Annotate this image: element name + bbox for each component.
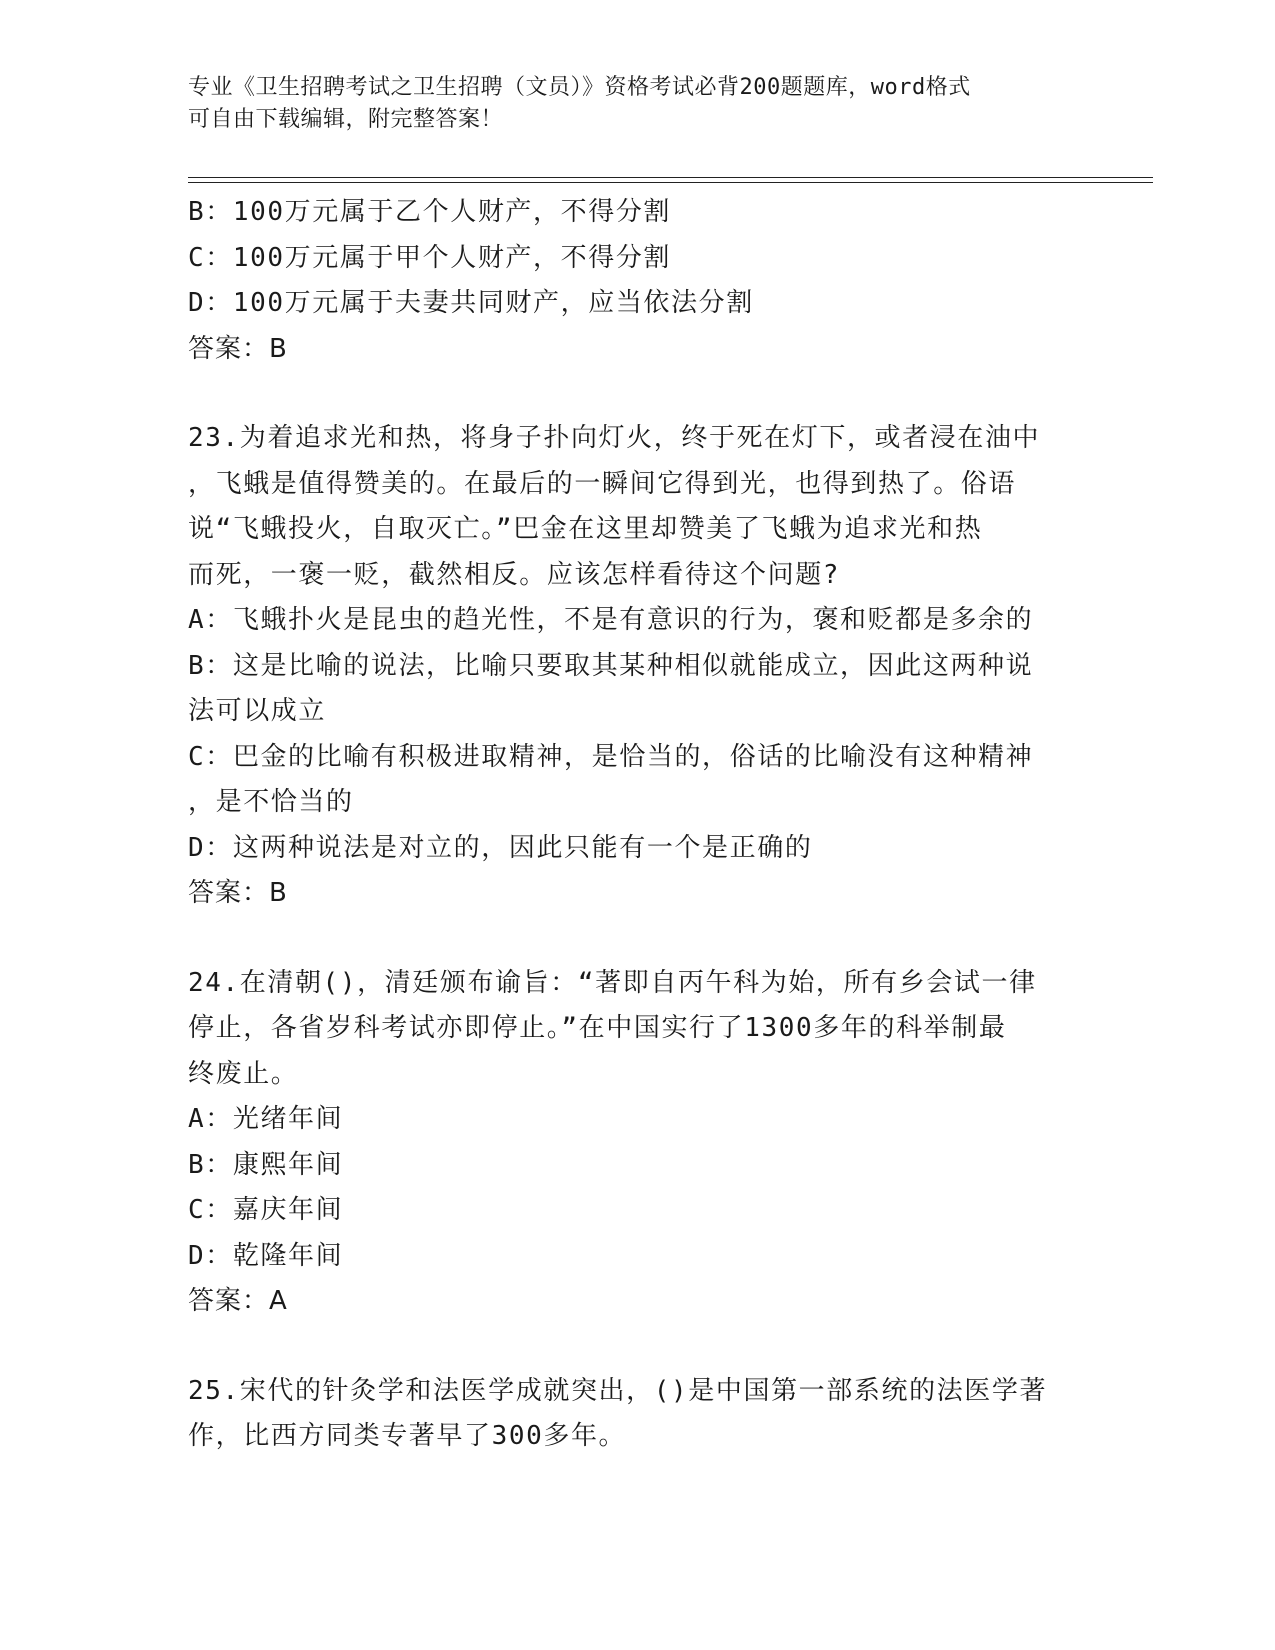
option-d: D：乾隆年间	[188, 1240, 344, 1271]
option-c: C：嘉庆年间	[188, 1195, 344, 1225]
option-c-continued: ，是不恰当的	[188, 787, 354, 817]
option-c: C：巴金的比喻有积极进取精神，是恰当的，俗话的比喻没有这种精神	[188, 741, 1034, 772]
question-list	[188, 190, 1068, 1460]
option-b: B：这是比喻的说法，比喻只要取其某种相似就能成立，因此这两种说	[188, 650, 1034, 681]
option-b-continued: 法可以成立	[188, 696, 327, 726]
header-line-2: 可自由下载编辑，附完整答案！	[188, 107, 504, 132]
header-divider-top	[188, 177, 1153, 178]
header-divider-bottom	[188, 182, 1153, 183]
question-stem-line: 25.宋代的针灸学和法医学成就突出，()是中国第一部系统的法医学著	[188, 1375, 1048, 1406]
option-b: B：100万元属于乙个人财产，不得分割	[188, 197, 672, 227]
spacer	[188, 1325, 1068, 1369]
answer: 答案：B	[188, 878, 288, 908]
question-stem-line: 作，比西方同类专著早了300多年。	[188, 1421, 627, 1451]
question-25	[188, 1369, 1068, 1460]
question-stem-line: 说“飞蛾投火，自取灭亡。”巴金在这里却赞美了飞蛾为追求光和热	[188, 514, 983, 544]
header-line-1: 专业《卫生招聘考试之卫生招聘（文员）》资格考试必背200题题库，word格式	[188, 75, 971, 100]
option-b: B：康熙年间	[188, 1149, 344, 1180]
option-a: A：飞蛾扑火是昆虫的趋光性，不是有意识的行为，褒和贬都是多余的	[188, 605, 1034, 635]
question-24	[188, 961, 1068, 1325]
spacer	[188, 917, 1068, 961]
question-stem-line: 23.为着追求光和热，将身子扑向灯火，终于死在灯下，或者浸在油中	[188, 423, 1041, 453]
question-stem-line: 终废止。	[188, 1058, 299, 1089]
answer: 答案：B	[188, 333, 288, 364]
question-22	[188, 190, 1068, 372]
question-stem-line: 停止，各省岁科考试亦即停止。”在中国实行了1300多年的科举制最	[188, 1013, 1007, 1043]
option-d: D：100万元属于夫妻共同财产，应当依法分割	[188, 288, 754, 318]
question-stem-line: 而死，一褒一贬，截然相反。应该怎样看待这个问题?	[188, 559, 841, 590]
option-a: A：光绪年间	[188, 1104, 344, 1134]
question-stem-line: ，飞蛾是值得赞美的。在最后的一瞬间它得到光，也得到热了。俗语	[188, 468, 1017, 499]
option-c: C：100万元属于甲个人财产，不得分割	[188, 242, 672, 273]
question-stem-line: 24.在清朝()，清廷颁布谕旨：“著即自丙午科为始，所有乡会试一律	[188, 967, 1037, 998]
option-d: D：这两种说法是对立的，因此只能有一个是正确的	[188, 832, 813, 863]
spacer	[188, 372, 1068, 416]
document-header	[188, 72, 1068, 136]
answer: 答案：A	[188, 1286, 288, 1316]
question-23	[188, 416, 1068, 917]
